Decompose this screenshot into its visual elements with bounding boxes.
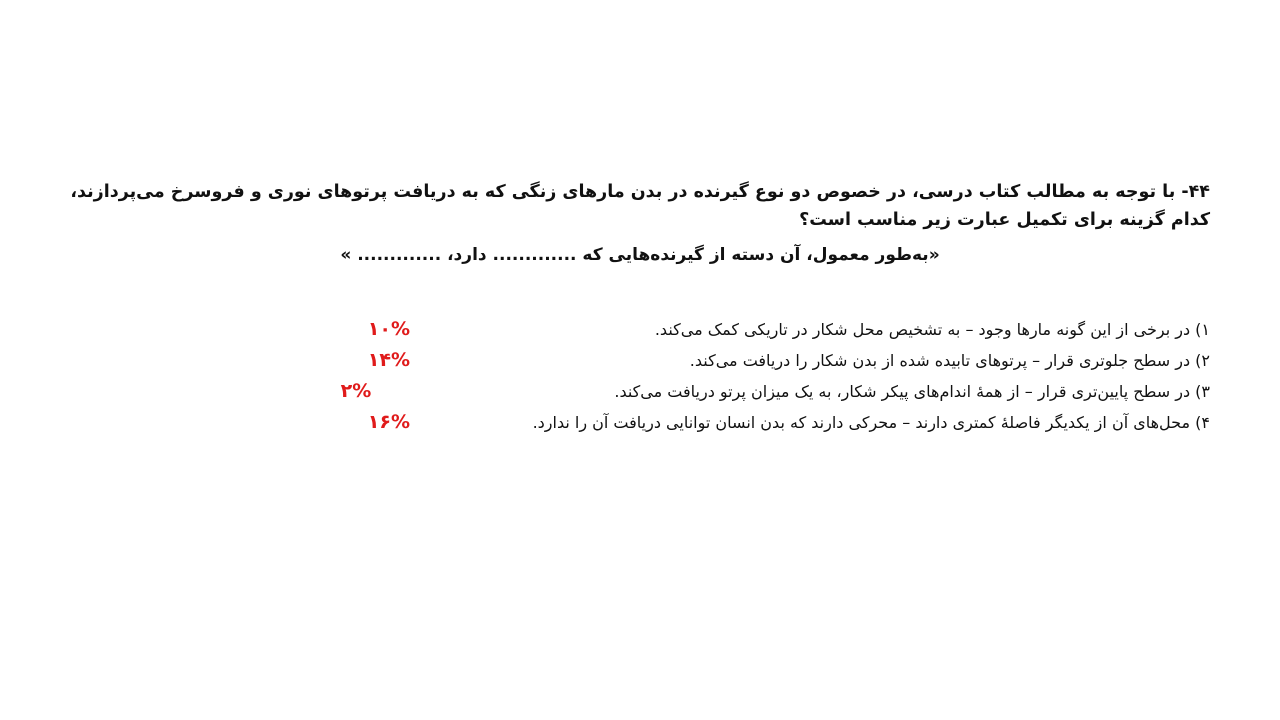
- option-percent: ۱۰%: [367, 318, 410, 340]
- question-block: [70, 178, 1210, 269]
- option-percent: ۲%: [340, 380, 372, 402]
- option-row[interactable]: [70, 349, 1210, 380]
- option-text: ۴) محل‌های آن از یکدیگر فاصلهٔ کمتری دارند – محرکی دارند که بدن انسان توانایی دریافت آن را ندارد.: [532, 413, 1210, 432]
- option-row[interactable]: [70, 380, 1210, 411]
- option-text: ۱) در برخی از این گونه مارها وجود – به تشخیص محل شکار در تاریکی کمک می‌کند.: [654, 320, 1210, 339]
- option-row[interactable]: [70, 411, 1210, 442]
- question-stem: ۴۴- با توجه به مطالب کتاب درسی، در خصوص دو نوع گیرنده در بدن مارهای زنگی که به دریافت پرتوهای نوری و فروسرخ می‌پردازند، کدام گزینه برای تکمیل عبارت زیر مناسب است؟: [70, 182, 1210, 231]
- option-percent: ۱۴%: [367, 349, 410, 371]
- option-percent: ۱۶%: [367, 411, 410, 433]
- question-quoted-sentence: «به‌طور معمول، آن دسته از گیرنده‌هایی که ............. دارد، ............. »: [340, 244, 940, 265]
- options-list: [70, 318, 1210, 442]
- option-text: ۳) در سطح پایین‌تری قرار – از همهٔ اندام‌های پیکر شکار، به یک میزان پرتو دریافت می‌کند.: [614, 382, 1210, 401]
- option-row[interactable]: [70, 318, 1210, 349]
- option-text: ۲) در سطح جلوتری قرار – پرتوهای تابیده شده از بدن شکار را دریافت می‌کند.: [689, 351, 1210, 370]
